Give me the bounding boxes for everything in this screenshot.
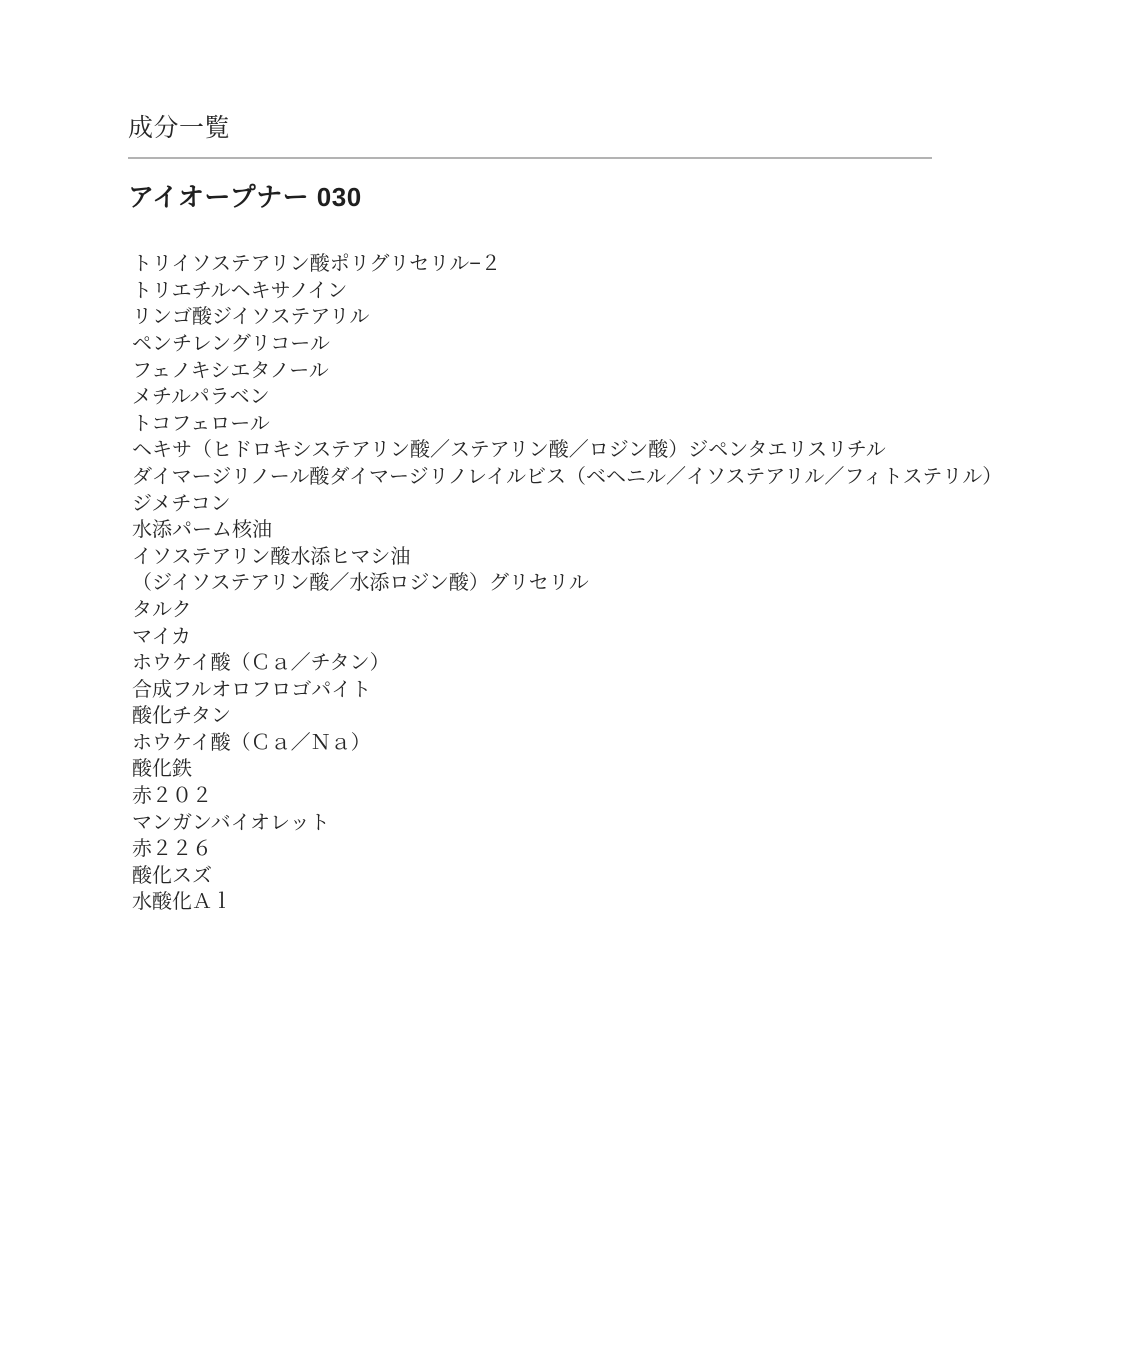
- ingredient-item: タルク: [132, 598, 192, 621]
- ingredient-item: （ジイソステアリン酸／水添ロジン酸）グリセリル: [132, 572, 589, 595]
- ingredient-item: リンゴ酸ジイソステアリル: [132, 306, 370, 329]
- ingredient-item: 水酸化Ａｌ: [132, 891, 232, 914]
- ingredient-item: ホウケイ酸（Ｃａ／チタン）: [132, 652, 390, 675]
- ingredient-item: トリエチルヘキサノイン: [132, 279, 348, 302]
- ingredient-item: ホウケイ酸（Ｃａ／Ｎａ）: [132, 731, 371, 754]
- ingredient-item: ジメチコン: [132, 492, 231, 515]
- ingredient-item: 酸化鉄: [132, 758, 192, 781]
- ingredient-list: [128, 251, 1003, 916]
- ingredient-item: ヘキサ（ヒドロキシステアリン酸／ステアリン酸／ロジン酸）ジペンタエリスリチル: [132, 439, 886, 462]
- ingredient-item: 酸化チタン: [132, 705, 231, 728]
- ingredient-item: マイカ: [132, 625, 191, 648]
- ingredient-item: イソステアリン酸水添ヒマシ油: [132, 545, 411, 568]
- product-name: アイオープナー 030: [128, 182, 362, 212]
- ingredient-item: ダイマージリノール酸ダイマージリノレイルビス（ベヘニル／イソステアリル／フィトステリル）: [132, 465, 1003, 488]
- ingredient-item: 酸化スズ: [132, 864, 212, 887]
- ingredient-item: メチルパラベン: [132, 386, 270, 409]
- ingredient-item: 赤２２６: [132, 838, 212, 861]
- ingredient-item: 水添パーム核油: [132, 519, 272, 542]
- ingredient-item: フェノキシエタノール: [132, 359, 329, 382]
- header-divider: [128, 157, 932, 159]
- ingredient-item: トリイソステアリン酸ポリグリセリル−２: [132, 253, 501, 276]
- page-title: 成分一覧: [128, 114, 231, 142]
- ingredient-item: 合成フルオロフロゴパイト: [132, 678, 372, 701]
- ingredient-item: マンガンバイオレット: [132, 811, 330, 834]
- ingredient-item: ペンチレングリコール: [132, 332, 330, 355]
- ingredient-item: トコフェロール: [132, 412, 270, 435]
- ingredient-item: 赤２０２: [132, 785, 212, 808]
